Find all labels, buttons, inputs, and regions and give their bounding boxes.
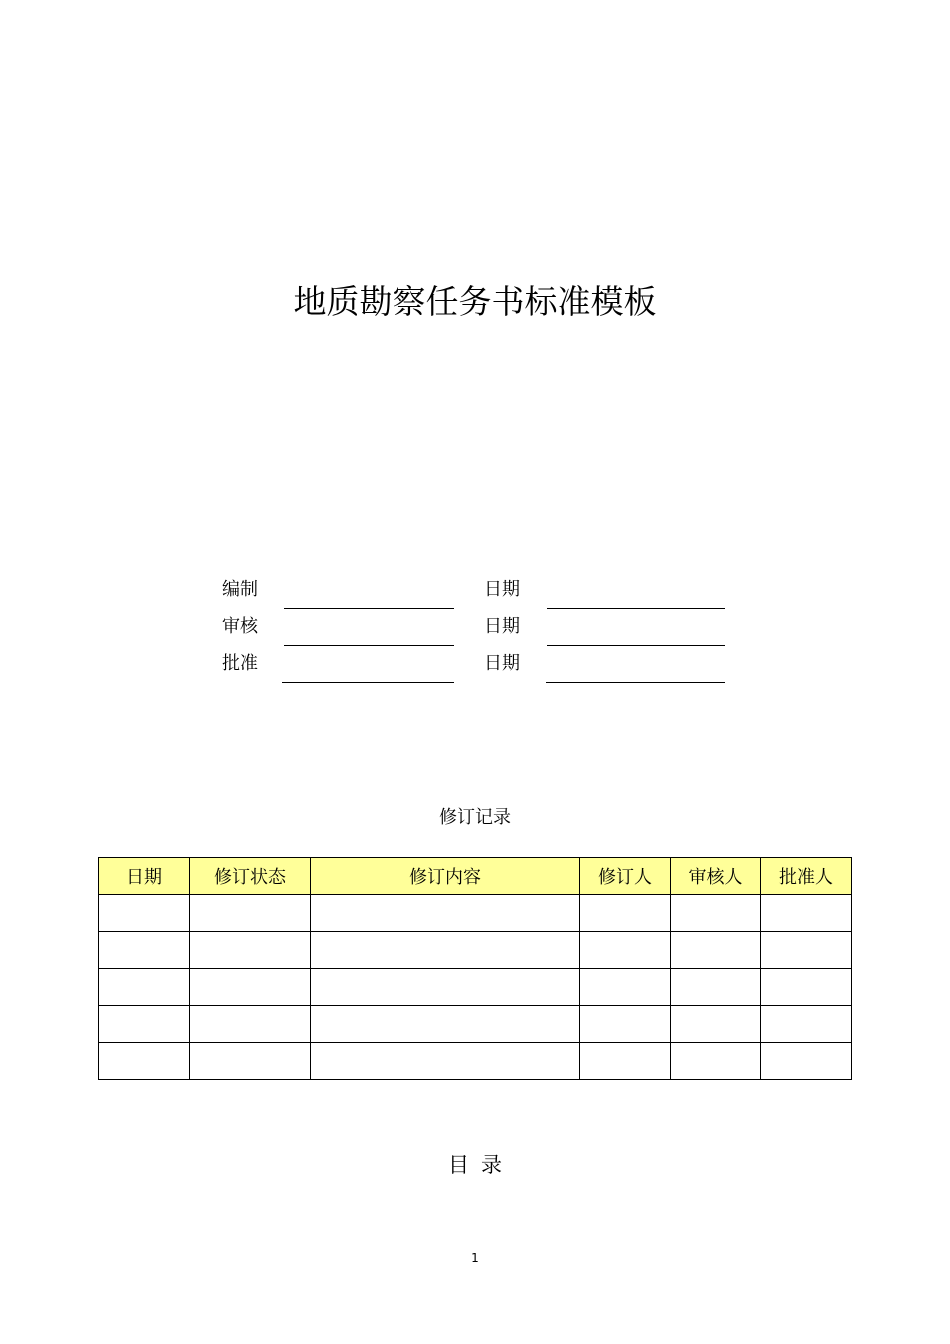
document-title: 地质勘察任务书标准模板 [293,282,657,321]
table-cell[interactable] [311,932,580,969]
table-row [99,1006,852,1043]
table-cell[interactable] [671,1006,761,1043]
table-cell[interactable] [99,969,190,1006]
revision-caption: 修订记录 [439,807,511,828]
header-reviewer: 审核人 [671,858,761,895]
table-cell[interactable] [190,1006,311,1043]
signature-date-line-review[interactable] [547,645,725,646]
toc-title: 目录 [448,1153,514,1177]
revision-table [98,857,852,1080]
table-cell[interactable] [190,969,311,1006]
header-reviser: 修订人 [580,858,671,895]
header-date: 日期 [99,858,190,895]
table-cell[interactable] [761,969,852,1006]
table-cell[interactable] [671,932,761,969]
signature-date-label-review: 日期 [484,616,520,637]
table-cell[interactable] [671,895,761,932]
signature-role-review: 审核 [222,616,258,637]
table-cell[interactable] [671,969,761,1006]
table-cell[interactable] [671,1043,761,1080]
table-cell[interactable] [580,969,671,1006]
signature-date-label-approve: 日期 [484,653,520,674]
signature-line-approve[interactable] [282,682,454,683]
header-revision-content: 修订内容 [311,858,580,895]
table-cell[interactable] [311,1043,580,1080]
table-cell[interactable] [761,932,852,969]
table-cell[interactable] [99,1006,190,1043]
signature-date-line-compile[interactable] [547,608,725,609]
table-cell[interactable] [190,932,311,969]
signature-date-label-compile: 日期 [484,579,520,600]
table-cell[interactable] [99,1043,190,1080]
signature-role-compile: 编制 [222,579,258,600]
page-number: 1 [471,1251,479,1265]
table-cell[interactable] [99,895,190,932]
signature-date-line-approve[interactable] [546,682,725,683]
signature-role-approve: 批准 [222,653,258,674]
table-cell[interactable] [761,1006,852,1043]
signature-line-compile[interactable] [284,608,454,609]
table-row [99,932,852,969]
table-cell[interactable] [190,1043,311,1080]
table-cell[interactable] [311,969,580,1006]
table-header-row [99,858,852,895]
table-cell[interactable] [580,932,671,969]
table-row [99,969,852,1006]
signature-line-review[interactable] [284,645,454,646]
table-row [99,895,852,932]
table-cell[interactable] [99,932,190,969]
header-approver: 批准人 [761,858,852,895]
table-cell[interactable] [580,895,671,932]
table-cell[interactable] [311,1006,580,1043]
table-cell[interactable] [190,895,311,932]
table-cell[interactable] [580,1043,671,1080]
header-revision-status: 修订状态 [190,858,311,895]
table-cell[interactable] [761,895,852,932]
table-cell[interactable] [580,1006,671,1043]
table-row [99,1043,852,1080]
table-cell[interactable] [761,1043,852,1080]
table-cell[interactable] [311,895,580,932]
